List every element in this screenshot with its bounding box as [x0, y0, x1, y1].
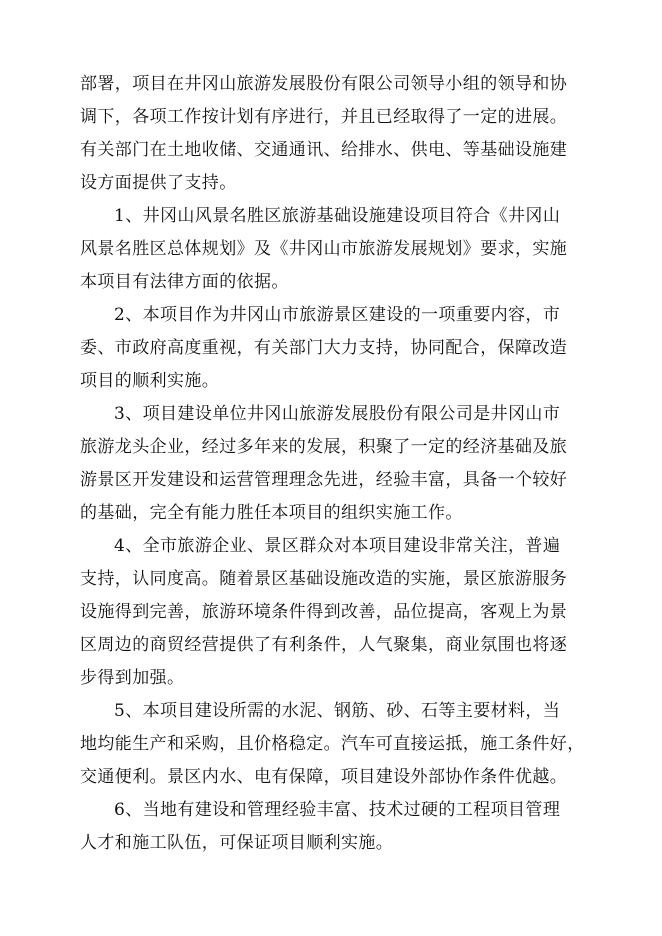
text-line: 设方面提供了支持。 — [80, 173, 237, 193]
text-line: 3、项目建设单位井冈山旅游发展股份有限公司是井冈山市 — [114, 404, 561, 424]
text-line: 1、井冈山风景名胜区旅游基础设施建设项目符合《井冈山 — [114, 206, 561, 226]
text-line: 调下，各项工作按计划有序进行，并且已经取得了一定的进展。 — [80, 107, 568, 127]
text-line: 4、全市旅游企业、景区群众对本项目建设非常关注，普遍 — [114, 536, 561, 556]
text-line: 地均能生产和采购，且价格稳定。汽车可直接运抵，施工条件好， — [80, 734, 585, 754]
text-line: 的基础，完全有能力胜任本项目的组织实施工作。 — [80, 503, 463, 523]
paragraph-item-2 — [80, 299, 582, 398]
paragraph-intro — [80, 68, 582, 200]
text-line: 本项目有法律方面的依据。 — [80, 272, 289, 292]
text-line: 设施得到完善，旅游环境条件得到改善，品位提高，客观上为景 — [80, 602, 568, 622]
paragraph-item-4 — [80, 530, 582, 695]
text-line: 人才和施工队伍，可保证项目顺利实施。 — [80, 833, 394, 853]
text-line: 旅游龙头企业，经过多年来的发展，积聚了一定的经济基础及旅 — [80, 437, 568, 457]
text-line: 风景名胜区总体规划》及《井冈山市旅游发展规划》要求，实施 — [80, 239, 568, 259]
text-line: 游景区开发建设和运营管理理念先进，经验丰富，具备一个较好 — [80, 470, 568, 490]
text-line: 委、市政府高度重视，有关部门大力支持，协同配合，保障改造 — [80, 338, 568, 358]
text-line: 项目的顺利实施。 — [80, 371, 220, 391]
text-line: 部署，项目在井冈山旅游发展股份有限公司领导小组的领导和协 — [80, 74, 568, 94]
paragraph-item-3 — [80, 398, 582, 530]
paragraph-item-1 — [80, 200, 582, 299]
text-line: 有关部门在土地收储、交通通讯、给排水、供电、等基础设施建 — [80, 140, 568, 160]
text-line: 支持，认同度高。随着景区基础设施改造的实施，景区旅游服务 — [80, 569, 568, 589]
text-line: 步得到加强。 — [80, 668, 185, 688]
paragraph-item-6 — [80, 794, 582, 860]
text-line: 交通便利。景区内水、电有保障，项目建设外部协作条件优越。 — [80, 767, 568, 787]
paragraph-item-5 — [80, 695, 585, 794]
text-line: 区周边的商贸经营提供了有利条件，人气聚集，商业氛围也将逐 — [80, 635, 568, 655]
text-line: 6、当地有建设和管理经验丰富、技术过硬的工程项目管理 — [114, 800, 561, 820]
text-line: 2、本项目作为井冈山市旅游景区建设的一项重要内容，市 — [114, 305, 561, 325]
text-line: 5、本项目建设所需的水泥、钢筋、砂、石等主要材料，当 — [114, 701, 561, 721]
